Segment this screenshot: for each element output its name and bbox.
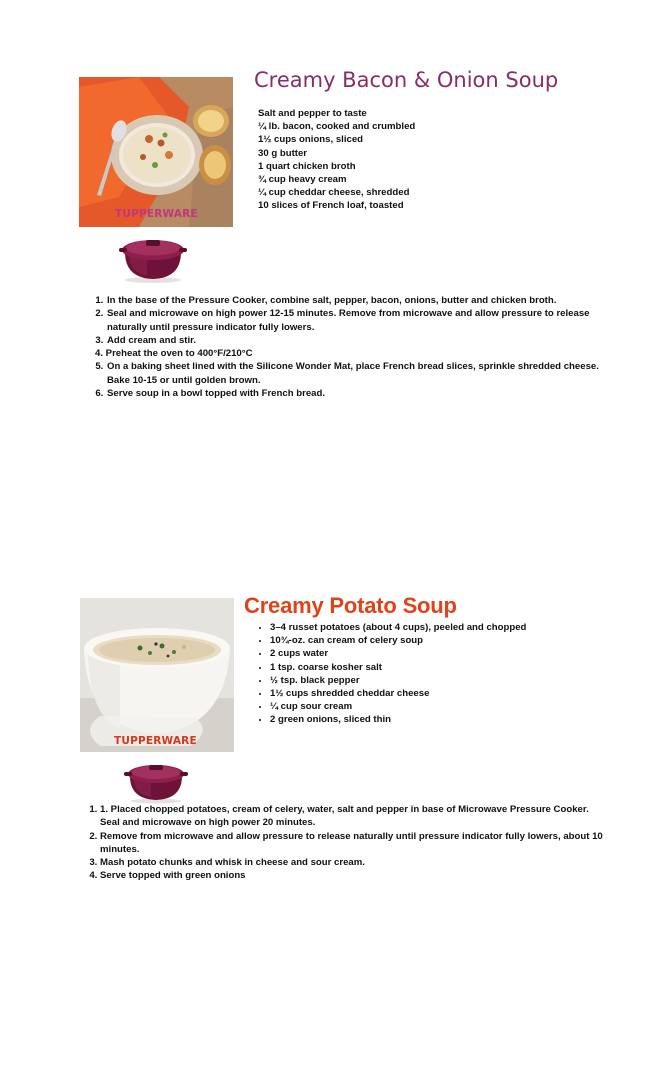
- instruction-step: 3. Mash potato chunks and whisk in cheese and sour cream.: [100, 856, 606, 869]
- soup-photo-bacon-onion: [79, 77, 233, 227]
- instruction-step: 4. Serve topped with green onions: [100, 869, 606, 882]
- soup-photo-bacon-onion-graphic: [79, 77, 233, 227]
- ingredient-item: • ½ tsp. black pepper: [270, 674, 526, 687]
- soup-photo-potato: [80, 598, 234, 752]
- ingredient-item: • 10¾-oz. can cream of celery soup: [270, 634, 526, 647]
- ingredient-item: 30 g butter: [258, 147, 308, 159]
- instruction-step: 3. Add cream and stir.: [106, 334, 606, 347]
- instruction-step: 5. On a baking sheet lined with the Silicone Wonder Mat, place French bread slices, sprinkle shredded cheese. Bake 10-15 or until golden brown.: [106, 360, 606, 387]
- ingredient-item: 10 slices of French loaf, toasted: [258, 200, 404, 212]
- ingredient-item: ¼ lb. bacon, cooked and crumbled: [258, 121, 416, 133]
- ingredient-item: • 1 tsp. coarse kosher salt: [270, 661, 526, 674]
- soup-photo-potato-graphic: [80, 598, 234, 752]
- brand-watermark: TUPPERWARE: [115, 208, 198, 220]
- instruction-step: 1. 1. Placed chopped potatoes, cream of celery, water, salt and pepper in base of Microwave Pressure Cooker. Seal and microwave on high power 20 minutes.: [100, 803, 606, 830]
- ingredient-item: ¼ cup cheddar cheese, shredded: [258, 187, 410, 199]
- ingredient-item: • ¼ cup sour cream: [270, 700, 526, 713]
- ingredient-item: • 1½ cups shredded cheddar cheese: [270, 687, 526, 700]
- pressure-cooker-icon: [123, 758, 189, 804]
- ingredient-item: • 3–4 russet potatoes (about 4 cups), peeled and chopped: [270, 621, 526, 634]
- brand-watermark: TUPPERWARE: [114, 735, 197, 747]
- instruction-step: 2. Remove from microwave and allow pressure to release naturally until pressure indicator fully lowers, about 10 minutes.: [100, 830, 606, 857]
- instruction-step: 1. In the base of the Pressure Cooker, combine salt, pepper, bacon, onions, butter and chicken broth.: [106, 294, 606, 307]
- pressure-cooker-image: [123, 758, 189, 804]
- instruction-step: 2. Seal and microwave on high power 12-15 minutes. Remove from microwave and allow pressure to release naturally until pressure indicator fully lowers.: [106, 307, 606, 334]
- instruction-list: [72, 294, 606, 400]
- ingredient-item: ¾ cup heavy cream: [258, 174, 347, 186]
- recipe-title: Creamy Potato Soup: [244, 593, 457, 618]
- pressure-cooker-image: [117, 232, 189, 284]
- ingredient-item: • 2 green onions, sliced thin: [270, 713, 526, 726]
- recipe-title: Creamy Bacon & Onion Soup: [254, 68, 559, 92]
- ingredient-item: 1½ cups onions, sliced: [258, 134, 364, 146]
- instruction-step: 6. Serve soup in a bowl topped with French bread.: [106, 387, 606, 400]
- ingredient-item: 1 quart chicken broth: [258, 160, 356, 172]
- ingredient-list: [256, 621, 526, 727]
- ingredient-list: [258, 107, 415, 213]
- pressure-cooker-icon: [117, 232, 189, 284]
- instruction-step: 4. Preheat the oven to 400°F/210°C: [95, 348, 253, 360]
- ingredient-item: Salt and pepper to taste: [258, 108, 367, 119]
- ingredient-item: • 2 cups water: [270, 647, 526, 660]
- instruction-list: [66, 803, 606, 883]
